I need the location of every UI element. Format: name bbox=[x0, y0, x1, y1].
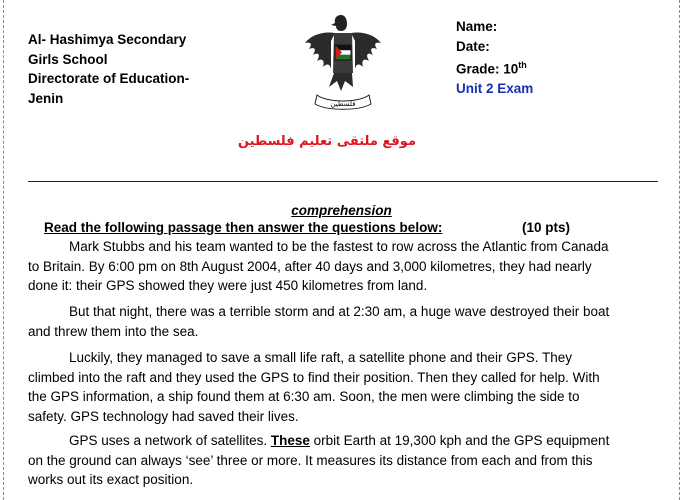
exam-title: Unit 2 Exam bbox=[456, 81, 534, 96]
grade-label: Grade: 10th bbox=[456, 60, 527, 77]
paragraph-line: and threw them into the sea. bbox=[28, 323, 199, 339]
paragraph-line: Mark Stubbs and his team wanted to be the fastest to row across the Atlantic from Canada bbox=[69, 239, 609, 254]
paragraph-line: GPS uses a network of satellites. These orbit Earth at 19,300 kph and the GPS equipment bbox=[69, 433, 610, 448]
header-divider bbox=[28, 181, 658, 182]
paragraph-2 bbox=[28, 302, 658, 341]
highlighted-word: These bbox=[270, 433, 310, 448]
paragraph-line: safety. GPS technology had saved their lives. bbox=[28, 408, 299, 424]
paragraph-line: the GPS information, a ship found them at 6:30 am. Soon, the men were climbing the side to bbox=[28, 389, 580, 404]
school-line: Directorate of Education- bbox=[28, 71, 190, 86]
instruction-line bbox=[44, 220, 571, 235]
paragraph-4 bbox=[28, 431, 658, 490]
date-label: Date: bbox=[456, 38, 490, 54]
right-margin-line bbox=[679, 0, 680, 500]
name-label: Name: bbox=[456, 19, 498, 34]
paragraph-1 bbox=[28, 237, 658, 296]
paragraph-line: But that night, there was a terrible storm and at 2:30 am, a huge wave destroyed their boat bbox=[69, 304, 610, 319]
left-margin-line bbox=[3, 0, 4, 500]
paragraph-line: done it: their GPS showed they were just 450 kilometres from land. bbox=[28, 278, 428, 293]
paragraph-3 bbox=[28, 348, 658, 426]
school-line: Girls School bbox=[28, 51, 108, 67]
website-watermark: موقع ملتقى تعليم فلسطين bbox=[237, 134, 416, 149]
paragraph-line: to Britain. By 6:00 pm on 8th August 2004, after 40 days and 3,000 kilometres, they had nearly bbox=[28, 258, 592, 274]
school-line: Al- Hashimya Secondary bbox=[28, 32, 187, 47]
paragraph-line: on the ground can always ‘see’ three or more. It measures its distance from each and from this bbox=[28, 452, 593, 468]
paragraph-line: Luckily, they managed to save a small life raft, a satellite phone and their GPS. They bbox=[69, 350, 573, 365]
emblem-caption: فلسطين bbox=[330, 100, 356, 108]
paragraph-line: works out its exact position. bbox=[28, 472, 194, 487]
points-label: (10 pts) bbox=[522, 220, 571, 235]
paragraph-line: climbed into the raft and they used the GPS to find their position. Then they called for help. With bbox=[28, 369, 600, 385]
school-block bbox=[28, 30, 189, 108]
instruction-text: Read the following passage then answer the questions below: bbox=[44, 220, 443, 235]
palestine-eagle-emblem-icon bbox=[301, 11, 385, 115]
school-line: Jenin bbox=[28, 90, 64, 106]
student-info bbox=[456, 17, 533, 99]
section-title: comprehension bbox=[291, 203, 392, 218]
